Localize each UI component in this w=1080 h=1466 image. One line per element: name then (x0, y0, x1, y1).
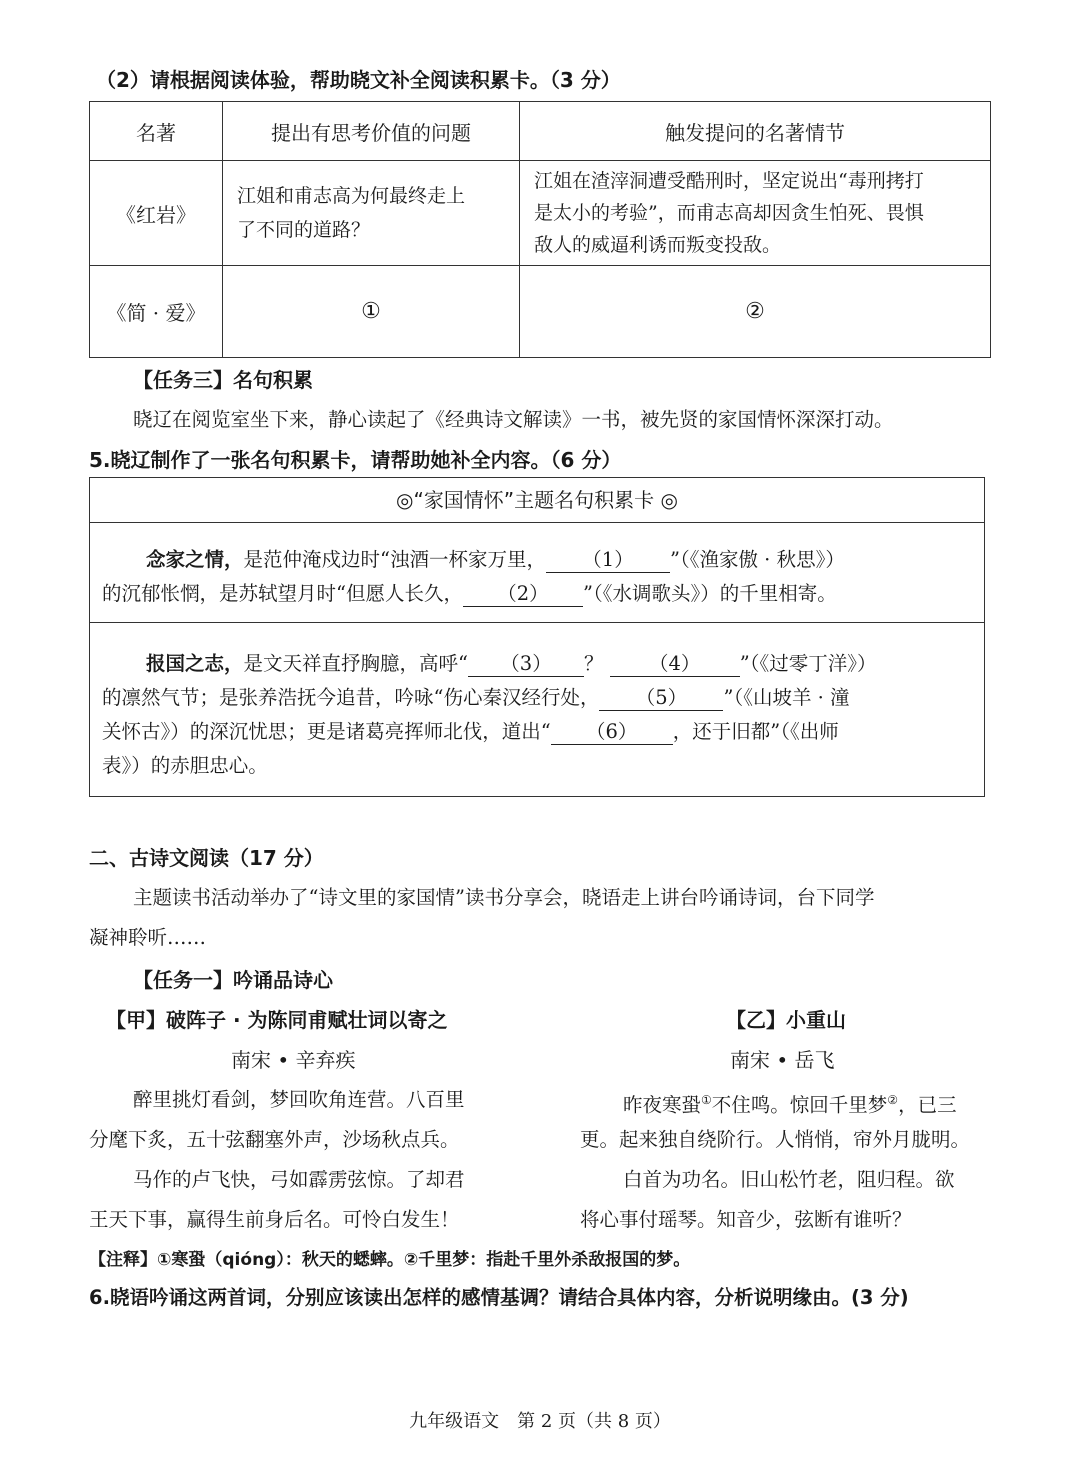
poemB-line4: 将心事付瑶琴。知音少，弦断有谁听？ (580, 1208, 912, 1231)
row1-plot (520, 161, 991, 266)
reading-card-table (89, 101, 991, 358)
poemB-line1 (623, 1086, 957, 1120)
section2-intro-line1: 主题读书活动举办了“诗文里的家国情”读书分享会，晓语走上讲台吟诵诗词，台下同学 (133, 886, 875, 909)
p1-line2 (102, 580, 837, 608)
poemA-line4: 王天下事，赢得生前身后名。可怜白发生！ (89, 1208, 460, 1231)
poemB-text: 昨夜寒蛩 (623, 1093, 702, 1117)
poemA-line3: 马作的卢飞快，弓如霹雳弦惊。了却君 (133, 1168, 465, 1191)
answer-blank-2[interactable]: ② (520, 266, 991, 358)
poemA-title: 【甲】破阵子 · 为陈同甫赋壮词以寄之 (106, 1008, 448, 1032)
p2-line4: 表》）的赤胆忠心。 (102, 754, 268, 777)
p1-lead: 念家之情， (146, 548, 244, 571)
p2-text: ？ (584, 652, 604, 675)
poemA-line1: 醉里挑灯看剑，梦回吹角连营。八百里 (133, 1088, 465, 1111)
p2-line2 (102, 684, 850, 712)
p2-source: ，还于旧都”（《出师 (672, 720, 839, 743)
poemB-title: 【乙】小重山 (726, 1008, 846, 1032)
card-title: ◎“家国情怀”主题名句积累卡 ◎ (90, 478, 984, 523)
poemB-text: 不住鸣。惊回千里梦 (711, 1093, 888, 1117)
header-plot: 触发提问的名著情节 (520, 102, 991, 161)
blank-3[interactable]: （3） (468, 652, 584, 677)
card-section-home (90, 522, 984, 623)
p2-line3 (102, 718, 839, 746)
p2-text: 的凛然气节；是张养浩抚今追昔，吟咏“伤心秦汉经行处， (102, 686, 600, 709)
row1-plot-line: 江姐在渣滓洞遭受酷刑时，坚定说出“毒刑拷打 (534, 170, 924, 192)
section2-title: 二、古诗文阅读（17 分） (89, 846, 324, 870)
p2-line1 (146, 650, 876, 678)
header-book: 名著 (90, 102, 223, 161)
annotation-note: 【注释】①寒蛩（qióng）：秋天的蟋蟀。②千里梦：指赴千里外杀敌报国的梦。 (89, 1250, 691, 1270)
p2-source: ”（《山坡羊 · 潼 (723, 686, 850, 709)
row1-plot-line: 是太小的考验”，而甫志高却因贪生怕死、畏惧 (534, 202, 924, 224)
blank-5[interactable]: （5） (599, 686, 723, 711)
row1-question-line: 江姐和甫志高为何最终走上 (237, 185, 466, 207)
task3-intro: 晓辽在阅览室坐下来，静心读起了《经典诗文解读》一书，被先贤的家国情怀深深打动。 (133, 408, 894, 431)
q6-title: 6.晓语吟诵这两首词，分别应该读出怎样的感情基调？请结合具体内容，分析说明缘由。(3 分) (89, 1286, 909, 1309)
blank-2[interactable]: （2） (463, 582, 583, 607)
p1-source: ”（《渔家傲 · 秋思》） (670, 548, 845, 571)
blank-4[interactable]: （4） (610, 652, 740, 677)
footnote-marker-1: ① (701, 1093, 712, 1107)
row1-book: 《红岩》 (90, 161, 223, 266)
poemA-line2: 分麾下炙，五十弦翻塞外声，沙场秋点兵。 (89, 1128, 460, 1151)
q2-title: （2）请根据阅读体验，帮助晓文补全阅读积累卡。（3 分） (96, 68, 621, 92)
task1-title: 【任务一】吟诵品诗心 (133, 968, 333, 992)
p1-text: 的沉郁怅惘，是苏轼望月时“但愿人长久， (102, 582, 463, 605)
row2-book: 《简 · 爱》 (90, 266, 223, 358)
blank-1[interactable]: （1） (546, 548, 670, 573)
row1-question (223, 161, 520, 266)
p2-text: 关怀古》）的深沉忧思；更是诸葛亮挥师北伐，道出“ (102, 720, 551, 743)
row1-plot-line: 敌人的威逼利诱而叛变投敌。 (534, 234, 782, 256)
p1-source: ”（《水调歌头》）的千里相寄。 (582, 582, 837, 605)
poemB-author: 南宋 • 岳飞 (730, 1048, 835, 1072)
poemA-author: 南宋 • 辛弃疾 (231, 1048, 356, 1072)
quote-card (89, 477, 985, 797)
p2-source: ”（《过零丁洋》） (739, 652, 877, 675)
row1-question-line: 了不同的道路？ (237, 219, 371, 241)
p2-lead: 报国之志， (146, 652, 244, 675)
section2-intro-line2: 凝神聆听…… (89, 926, 207, 949)
p2-text: 是文天祥直抒胸臆，高呼“ (243, 652, 468, 675)
poemB-line2: 更。起来独自绕阶行。人悄悄，帘外月胧明。 (580, 1128, 971, 1151)
poemB-text: ，已三 (898, 1093, 957, 1117)
footnote-marker-2: ② (887, 1093, 899, 1107)
blank-6[interactable]: （6） (551, 720, 673, 745)
q5-title: 5.晓辽制作了一张名句积累卡，请帮助她补全内容。（6 分） (89, 448, 622, 472)
poemB-line3: 白首为功名。旧山松竹老，阻归程。欲 (623, 1168, 955, 1191)
page-footer: 九年级语文 第 2 页（共 8 页） (409, 1411, 671, 1432)
p1-line1 (146, 546, 845, 574)
p1-text: 是范仲淹戍边时“浊酒一杯家万里， (243, 548, 546, 571)
task3-title: 【任务三】名句积累 (133, 368, 313, 392)
answer-blank-1[interactable]: ① (223, 266, 520, 358)
header-question: 提出有思考价值的问题 (223, 102, 520, 161)
